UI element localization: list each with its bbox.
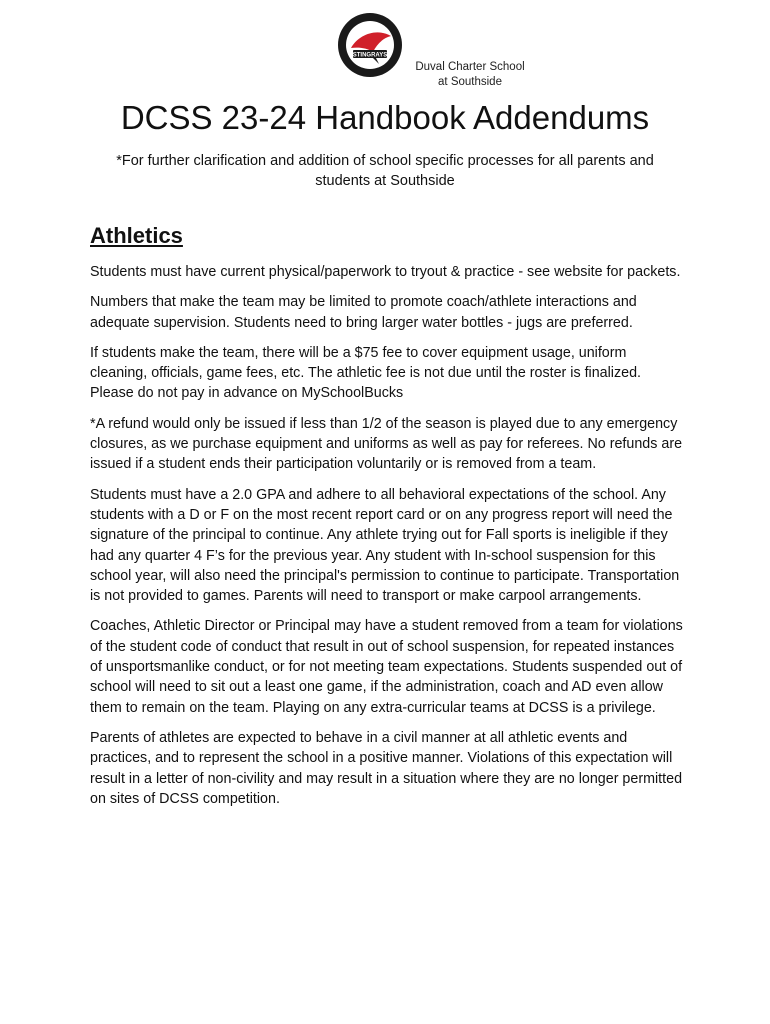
school-name-line2: at Southside — [438, 76, 502, 88]
section-body — [90, 262, 685, 819]
school-name — [390, 60, 550, 90]
page-subtitle: *For further clarification and addition of school specific processes for all parents and students at Southside — [116, 153, 654, 189]
paragraph: Students must have a 2.0 GPA and adhere to all behavioral expectations of the school. Any students with a D or F on the most recent report card or on any progress report will need the signature of the principal to continue. Any athlete trying out for Fall sports is ineligible if they had any quarter 4 F’s for the previous year. Any student with In-school suspension for this school year, will also need the principal's permission to continue to participate. Transportation is not provided to games. Parents will need to transport or make carpool arrangements. — [90, 486, 680, 605]
paragraph: Students must have current physical/paperwork to tryout & practice - see website for packets. — [90, 264, 681, 280]
svg-text:STINGRAYS: STINGRAYS — [352, 52, 388, 59]
paragraph: Parents of athletes are expected to behave in a civil manner at all athletic events and practices, and to represent the school in a positive manner. Violations of this expectation will result in a letter of non-civility and may result in a situation where they are no longer permitted on sites of DCSS competition. — [90, 729, 683, 807]
paragraph: Numbers that make the team may be limited to promote coach/athlete interactions and adequate supervision. Students need to bring larger water bottles - jugs are preferred. — [90, 294, 637, 331]
paragraph: *A refund would only be issued if less than 1/2 of the season is played due to any emergency closures, as we purchase equipment and uniforms as well as pay for referees. No refunds are issued if a student ends their participation voluntarily or is removed from a team. — [90, 415, 683, 473]
paragraph: Coaches, Athletic Director or Principal may have a student removed from a team for violations of the student code of conduct that result in out of school suspension, for repeated instances of unsportsmanlike conduct, or for not meeting team expectations. Students suspended out of school will need to sit out a least one game, if the administration, coach and AD even allow them to remain on the team. Playing on any extra-curricular teams at DCSS is a privilege. — [90, 618, 683, 716]
school-name-line1: Duval Charter School — [415, 61, 525, 73]
page-title: DCSS 23-24 Handbook Addendums — [120, 99, 650, 136]
paragraph: If students make the team, there will be a $75 fee to cover equipment usage, uniform cleaning, officials, game fees, etc. The athletic fee is not due until the roster is finalized. Please do not pay in advance on MySchoolBucks — [90, 344, 642, 402]
section-heading-athletics: Athletics — [90, 223, 183, 248]
